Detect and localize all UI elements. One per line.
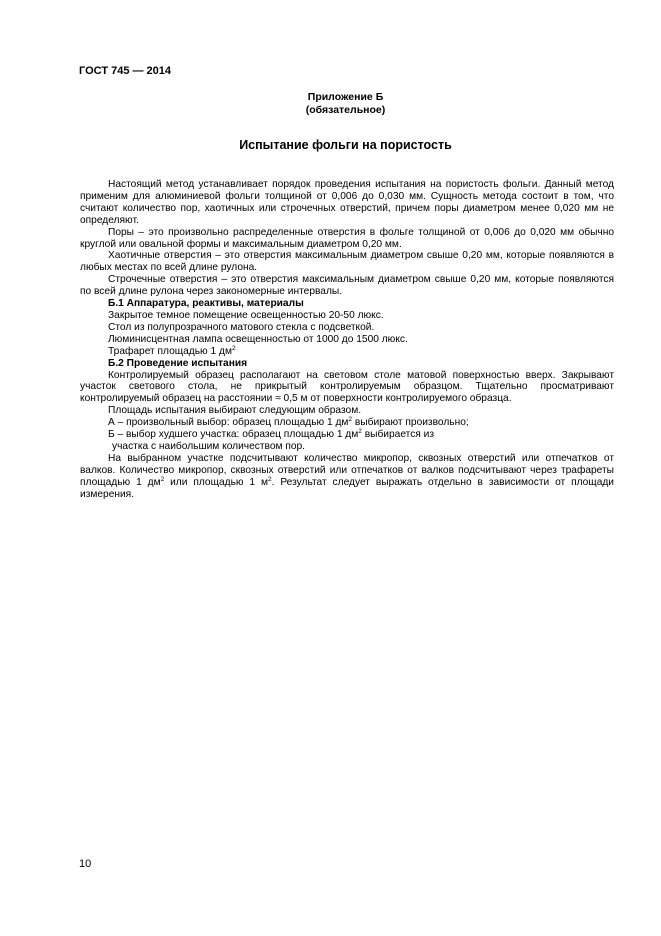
counting-paragraph	[80, 453, 614, 501]
equipment-item	[80, 346, 614, 358]
pores-definition: Поры – это произвольно распределенные отверстия в фольге толщиной от 0,006 до 0,020 мм обычно круглой или овальной формы и максимальным диаметром 0,20 мм.	[80, 226, 614, 250]
counting-text: На выбранном участке подсчитывают количество микропор, сквозных отверстий или отпечатков от валков. Количество микропор, сквозных отверстий или отпечатков от валков подсчитывают через трафареты площадью 1 дм	[80, 452, 614, 488]
superscript: 2	[267, 475, 272, 483]
option-a-tail: выбирают произвольно;	[352, 417, 469, 429]
counting-text-2: или площадью 1 м	[164, 476, 268, 488]
procedure-paragraph: Контролируемый образец располагают на световом столе матовой поверхностью вверх. Закрывают участок светового стола, не прикрытый контролируемым образцом. Тщательно просматривают контролируемый образец на расстоянии ≈ 0,5 м от поверхности контролируемого образца.	[80, 369, 614, 405]
superscript: 2	[348, 416, 353, 424]
superscript: 2	[231, 344, 236, 352]
subsection-heading-equipment: Б.1 Аппаратура, реактивы, материалы	[108, 298, 304, 310]
intro-paragraph: Настоящий метод устанавливает порядок проведения испытания на пористость фольги. Данный метод применим для алюминиевой фольги толщиной от 0,006 до 0,030 мм. Сущность метода состоит в том, что считают количество пор, хаотичных или строчечных отверстий, причем поры диаметром менее 0,020 мм не определяют.	[80, 179, 614, 226]
appendix-heading	[0, 91, 661, 117]
line-holes-definition: Строчечные отверстия – это отверстия максимальным диаметром свыше 0,20 мм, которые появляются по всей длине рулона через закономерные интервалы.	[80, 274, 614, 298]
appendix-status: (обязательное)	[305, 104, 386, 116]
superscript: 2	[160, 475, 165, 483]
appendix-label: Приложение Б	[307, 91, 384, 103]
document-body	[80, 179, 614, 500]
equipment-item: Люминисцентная лампа освещенностью от 1000 до 1500 люкс.	[108, 333, 408, 345]
section-title: Испытание фольги на пористость	[239, 138, 452, 152]
page-number: 10	[79, 858, 92, 870]
equipment-item: Стол из полупрозрачного матового стекла с подсветкой.	[108, 321, 375, 333]
document-code: ГОСТ 745 — 2014	[79, 65, 172, 77]
option-b-tail: выбирается из	[361, 429, 434, 441]
option-b	[80, 429, 614, 441]
stencil-text: Трафарет площадью 1 дм	[108, 345, 232, 357]
subsection-heading-procedure: Б.2 Проведение испытания	[108, 357, 248, 369]
equipment-item: Закрытое темное помещение освещенностью 20-50 люкс.	[108, 309, 384, 321]
area-selection-paragraph: Площадь испытания выбирают следующим образом.	[108, 405, 362, 417]
option-a-text: А – произвольный выбор: образец площадью 1 дм	[108, 417, 349, 429]
counting-text-3: . Результат следует выражать отдельно в зависимости от площади измерения.	[80, 476, 614, 500]
superscript: 2	[358, 428, 362, 436]
option-a	[80, 417, 614, 429]
option-b-continuation: участка с наибольшим количеством пор.	[112, 440, 305, 452]
option-b-text: Б – выбор худшего участка: образец площадью 1 дм	[108, 429, 359, 441]
chaotic-holes-definition: Хаотичные отверстия – это отверстия максимальным диаметром свыше 0,20 мм, которые появляются в любых местах по всей длине рулона.	[80, 250, 614, 274]
